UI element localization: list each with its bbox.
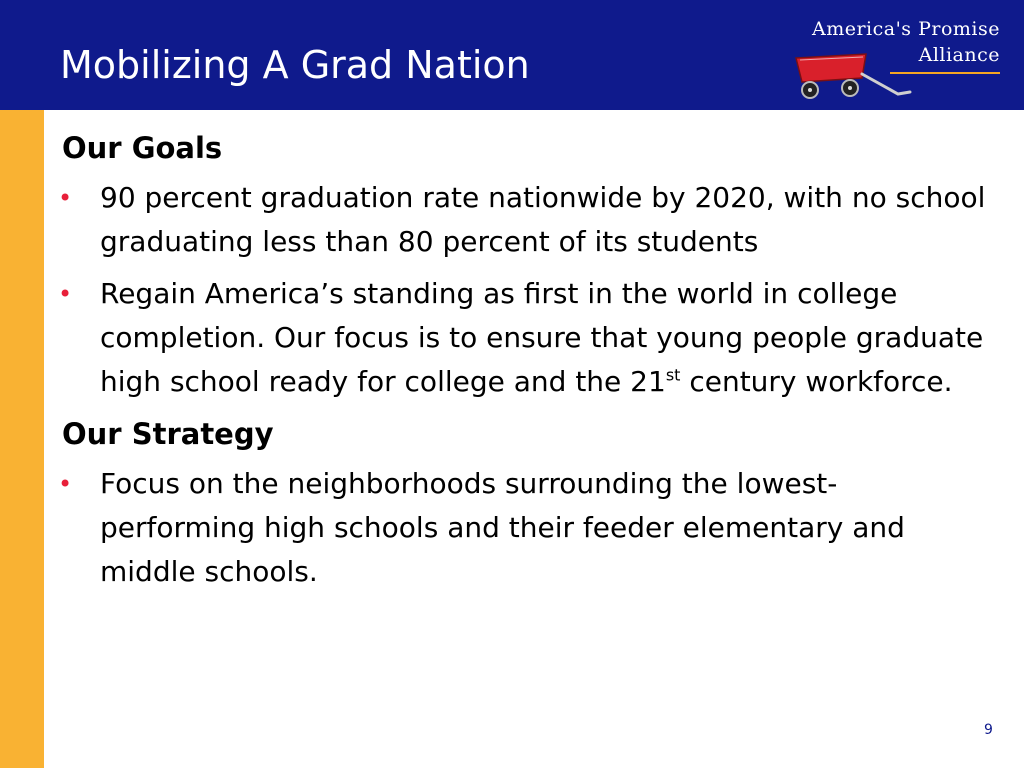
bullet-dot-icon: • — [58, 470, 73, 498]
goals-list — [58, 176, 992, 404]
logo-underline — [890, 72, 1000, 74]
red-wagon-icon — [788, 48, 913, 108]
page-number: 9 — [984, 722, 993, 738]
goal-bullet-1-text: 90 percent graduation rate nationwide by 2020, with no school graduating less than 80 percent of its students — [100, 181, 986, 258]
goal-bullet-1 — [58, 176, 992, 264]
left-accent-bar — [0, 110, 44, 768]
strategy-heading: Our Strategy — [62, 417, 274, 451]
slide-title: Mobilizing A Grad Nation — [60, 43, 530, 87]
logo-text-line1: America's Promise — [811, 18, 1000, 40]
strategy-bullet-1-text: Focus on the neighborhoods surrounding the lowest-performing high schools and their feeder elementary and middle schools. — [100, 467, 905, 588]
goals-heading: Our Goals — [62, 131, 223, 165]
superscript-st: st — [665, 365, 681, 385]
logo-text-line2: Alliance — [918, 44, 1000, 66]
americas-promise-logo — [780, 14, 1010, 104]
slide-body — [58, 126, 992, 602]
slide-header — [0, 0, 1024, 110]
bullet-dot-icon: • — [58, 280, 73, 308]
bullet-dot-icon: • — [58, 184, 73, 212]
goal-bullet-2-text: Regain America’s standing as first in the world in college completion. Our focus is to ensure that young people graduate high school ready for college and the 21 — [100, 277, 984, 398]
goal-bullet-2 — [58, 272, 992, 404]
goal-bullet-2-text-end: century workforce. — [680, 365, 953, 398]
strategy-bullet-1 — [58, 462, 992, 594]
strategy-list — [58, 462, 992, 594]
